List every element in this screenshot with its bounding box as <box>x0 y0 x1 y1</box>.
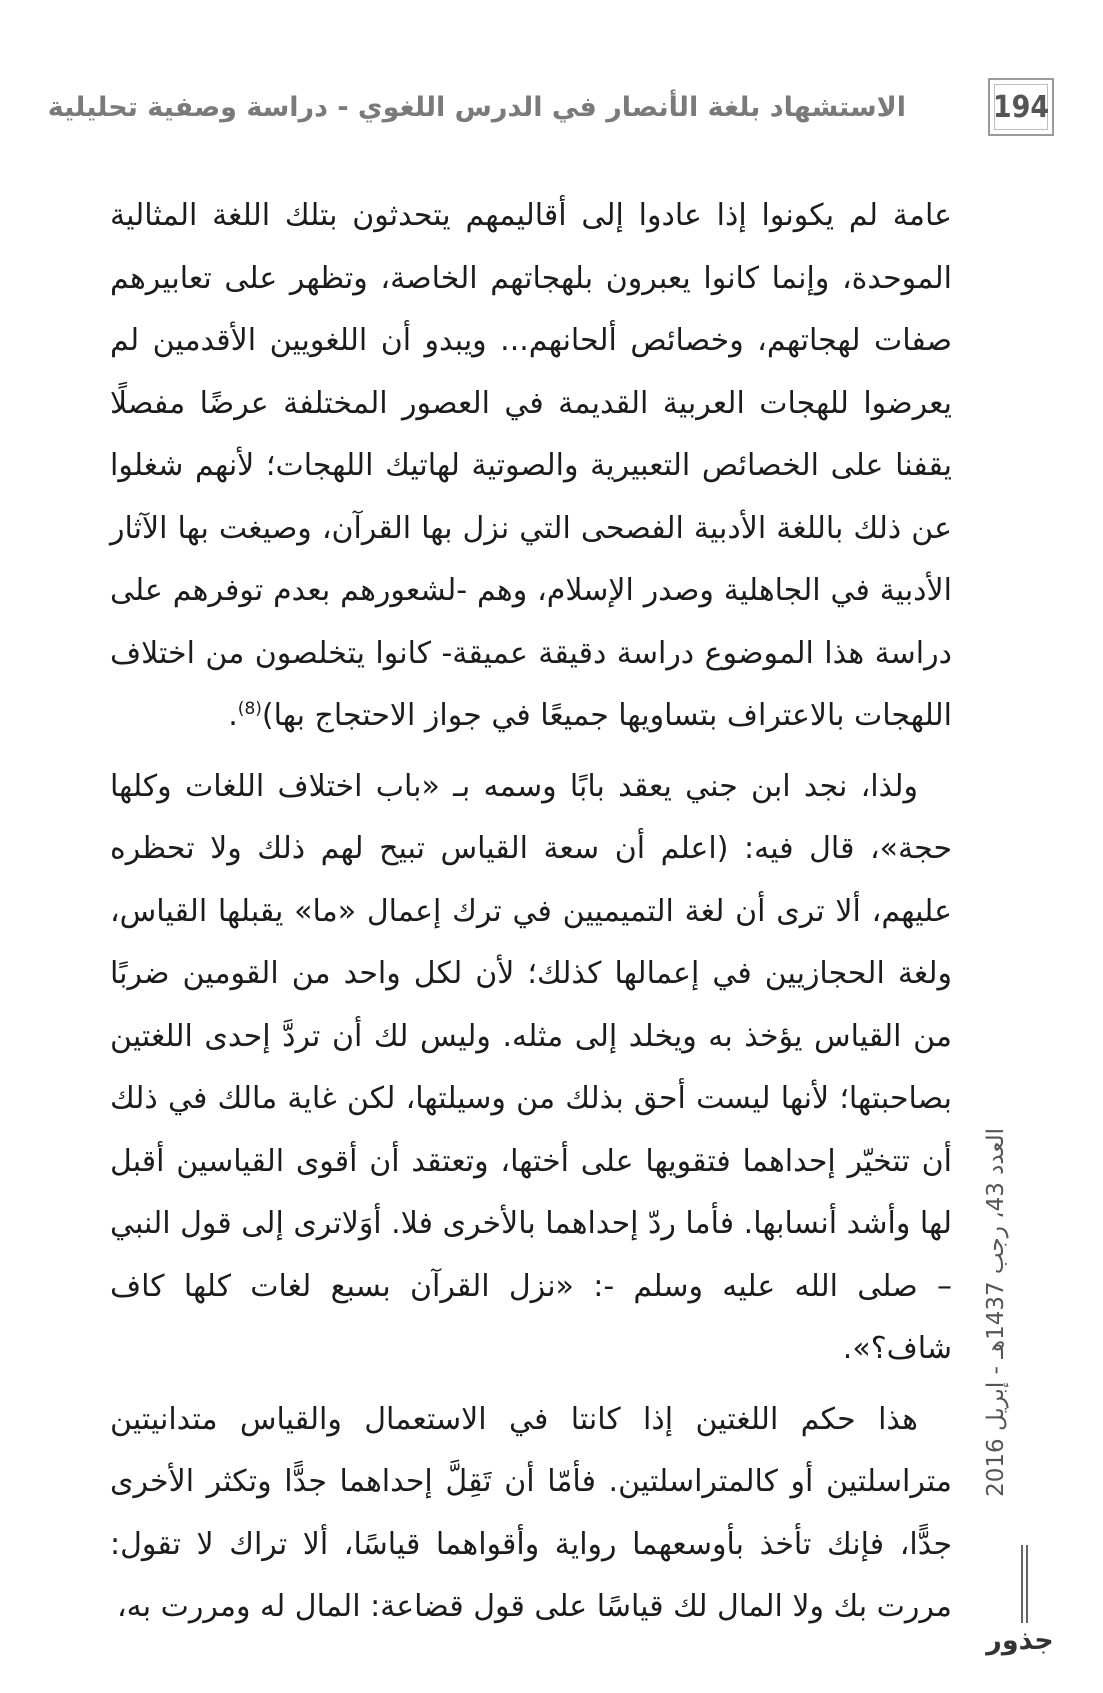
paragraph-3: هذا حكم اللغتين إذا كانتا في الاستعمال والقياس متدانيتين متراسلتين أو كالمتراسلتين. فأمّا أن تَقِلَّ إحداهما جدًّا وتكثر الأخرى جدًّا، فإنك تأخذ بأوسعهما رواية وأقواهما قياسًا، ألا تراك لا تقول: مررت بك ولا المال لك قياسًا على قول قضاعة: المال له ومررت به، <box>110 1401 952 1624</box>
paragraph-2: ولذا، نجد ابن جني يعقد بابًا وسمه بـ «باب اختلاف اللغات وكلها حجة»، قال فيه: (اعلم أن سعة القياس تبيح لهم ذلك ولا تحظره عليهم، ألا ترى أن لغة التميميين في ترك إعمال «ما» يقبلها القياس، ولغة الحجازيين في إعمالها كذلك؛ لأن لكل واحد من القومين ضربًا من القياس يؤخذ به ويخلد إلى مثله. وليس لك أن تردَّ إحدى اللغتين بصاحبتها؛ لأنها ليست أحق بذلك من وسيلتها، لكن غاية مالك في ذلك أن تتخيّر إحداهما فتقويها على أختها، وتعتقد أن أقوى القياسين أقبل لها وأشد أنسابها. فأما ردّ إحداهما بالأخرى فلا. أوَلاترى إلى قول النبي – صلى الله عليه وسلم -: «نزل القرآن بسبع لغات كلها كاف شاف؟». <box>110 768 952 1366</box>
page-number-box <box>988 78 1054 136</box>
paragraph-1-end: . <box>228 698 238 733</box>
body-text <box>110 185 952 1639</box>
sidebar-rule <box>1021 1545 1028 1623</box>
paragraph-1 <box>110 185 952 748</box>
issue-info: العدد 43، رجب 1437هـ - إبريل 2016 <box>983 1128 1009 1497</box>
journal-logo: جذور <box>986 1625 1054 1656</box>
footnote-ref: (8) <box>237 699 262 719</box>
running-title: الاستشهاد بلغة الأنصار في الدرس اللغوي - دراسة وصفية تحليلية <box>47 92 906 123</box>
page-number: 194 <box>992 89 1050 125</box>
paragraph-1-text: عامة لم يكونوا إذا عادوا إلى أقاليمهم يتحدثون بتلك اللغة المثالية الموحدة، وإنما كانوا يعبرون بلهجاتهم الخاصة، وتظهر على تعابيرهم صفات لهجاتهم، وخصائص ألحانهم... ويبدو أن اللغويين الأقدمين لم يعرضوا للهجات العربية القديمة في العصور المختلفة عرضًا مفصلًا يقفنا على الخصائص التعبيرية والصوتية لهاتيك اللهجات؛ لأنهم شغلوا عن ذلك باللغة الأدبية الفصحى التي نزل بها القرآن، وصيغت بها الآثار الأدبية في الجاهلية وصدر الإسلام، وهم -لشعورهم بعدم توفرهم على دراسة هذا الموضوع دراسة دقيقة عميقة- كانوا يتخلصون من اختلاف اللهجات بالاعتراف بتساويها جميعًا في جواز الاحتجاج بها) <box>110 198 952 733</box>
page-header <box>47 78 1054 142</box>
